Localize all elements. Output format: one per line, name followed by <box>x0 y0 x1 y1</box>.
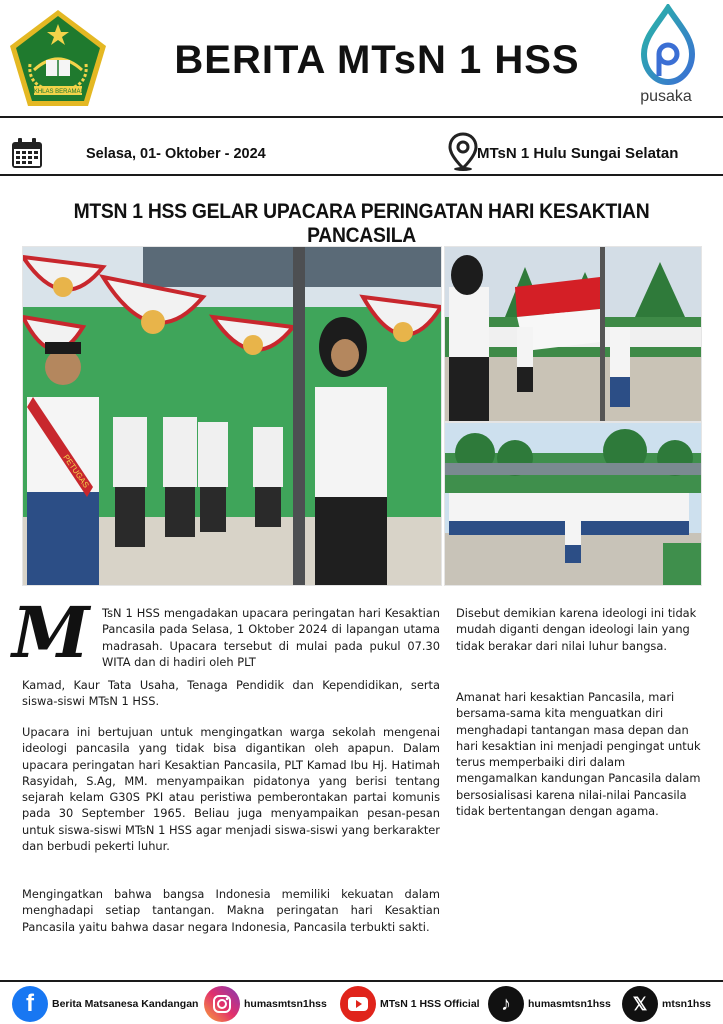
tiktok-icon: ♪ <box>488 986 524 1022</box>
drop-cap: M <box>12 591 84 674</box>
article-paragraph-1a: TsN 1 HSS mengadakan upacara peringatan hari Kesaktian Pancasila pada Selasa, 1 Oktober 2024 di lapangan utama madrasah. Upacara tersebut di mulai pada pukul 07.30 WITA dan di hadiri oleh PLT <box>102 606 440 669</box>
publish-date: Selasa, 01- Oktober - 2024 <box>86 146 266 162</box>
kemenag-logo <box>6 8 110 112</box>
youtube-channel: MTsN 1 HSS Official <box>380 998 480 1010</box>
page-title: BERITA MTsN 1 HSS <box>174 38 580 82</box>
article-paragraph-2: Upacara ini bertujuan untuk mengingatkan warga sekolah mengenai ideologi pancasila yang tidak bisa digantikan oleh apapun. Dalam upacara peringatan hari Kesaktian Pancasila, PLT Kamad Ibu Hj. Hatimah Rasyidah, S.Ag, MM. menyampaikan pidatonya yang berisi tentang sejarah kelam G30S PKI atau peristiwa pemberontakan partai komunis pada 30 September 1965. Beliau juga menyampaikan pesan-pesan untuk siswa-siswi MTsN 1 HSS agar menjadi siswa-siswi yang berkarakter dan berbudi pekerti luhur. <box>22 725 440 854</box>
photo-ceremony-salute <box>22 246 442 586</box>
sash-text: PETUGAS <box>61 452 91 490</box>
location-text: MTsN 1 Hulu Sungai Selatan <box>477 145 679 162</box>
photo-students-field <box>444 422 702 586</box>
divider <box>0 116 723 118</box>
article-paragraph-1b: Kamad, Kaur Tata Usaha, Tenaga Pendidik dan Kependidikan, serta siswa-siswi MTsN 1 HSS. <box>22 678 440 709</box>
article-headline: MTSN 1 HSS GELAR UPACARA PERINGATAN HARI KESAKTIAN PANCASILA <box>73 200 650 247</box>
instagram-handle: humasmtsn1hss <box>244 998 327 1010</box>
social-x[interactable] <box>622 984 711 1024</box>
social-tiktok[interactable] <box>488 984 611 1024</box>
x-icon: 𝕏 <box>622 986 658 1022</box>
calendar-icon <box>10 136 44 174</box>
instagram-icon <box>204 986 240 1022</box>
divider <box>0 174 723 176</box>
facebook-icon: f <box>12 986 48 1022</box>
tiktok-handle: humasmtsn1hss <box>528 998 611 1010</box>
social-instagram[interactable] <box>204 984 327 1024</box>
article-paragraph-3: Mengingatkan bahwa bangsa Indonesia memiliki kekuatan dalam menghadapi setiap tantangan. Makna peringatan hari Kesaktian Pancasila yaitu bahwa dasar negara Indonesia, Pancasila terbukti sakti. <box>22 887 440 934</box>
social-youtube[interactable] <box>340 984 480 1024</box>
brand-name: pusaka <box>640 88 692 105</box>
youtube-icon <box>340 986 376 1022</box>
x-handle: mtsn1hss <box>662 998 712 1010</box>
divider <box>0 980 723 982</box>
facebook-handle: Berita Matsanesa Kandangan <box>52 998 199 1010</box>
article-paragraph-4: Disebut demikian karena ideologi ini tidak mudah diganti dengan ideologi lain yang tidak berakar dari nilai luhur bangsa. <box>456 606 697 653</box>
location-pin-icon <box>448 132 478 176</box>
photo-flag-raising <box>444 246 702 422</box>
article-paragraph-5: Amanat hari kesaktian Pancasila, mari bersama-sama kita menguatkan diri menghadapi tantangan masa depan dan hari kesaktian ini menjadi pengingat untuk terus memperbaiki diri dalam mengamalkan kandungan Pancasila dalam bersosialisasi karena nilai-nilai Pancasila tidak bertentangan dengan agama. <box>456 690 701 819</box>
social-facebook[interactable] <box>12 984 198 1024</box>
logo-ribbon-text: IKHLAS BERAMAL <box>32 89 84 95</box>
